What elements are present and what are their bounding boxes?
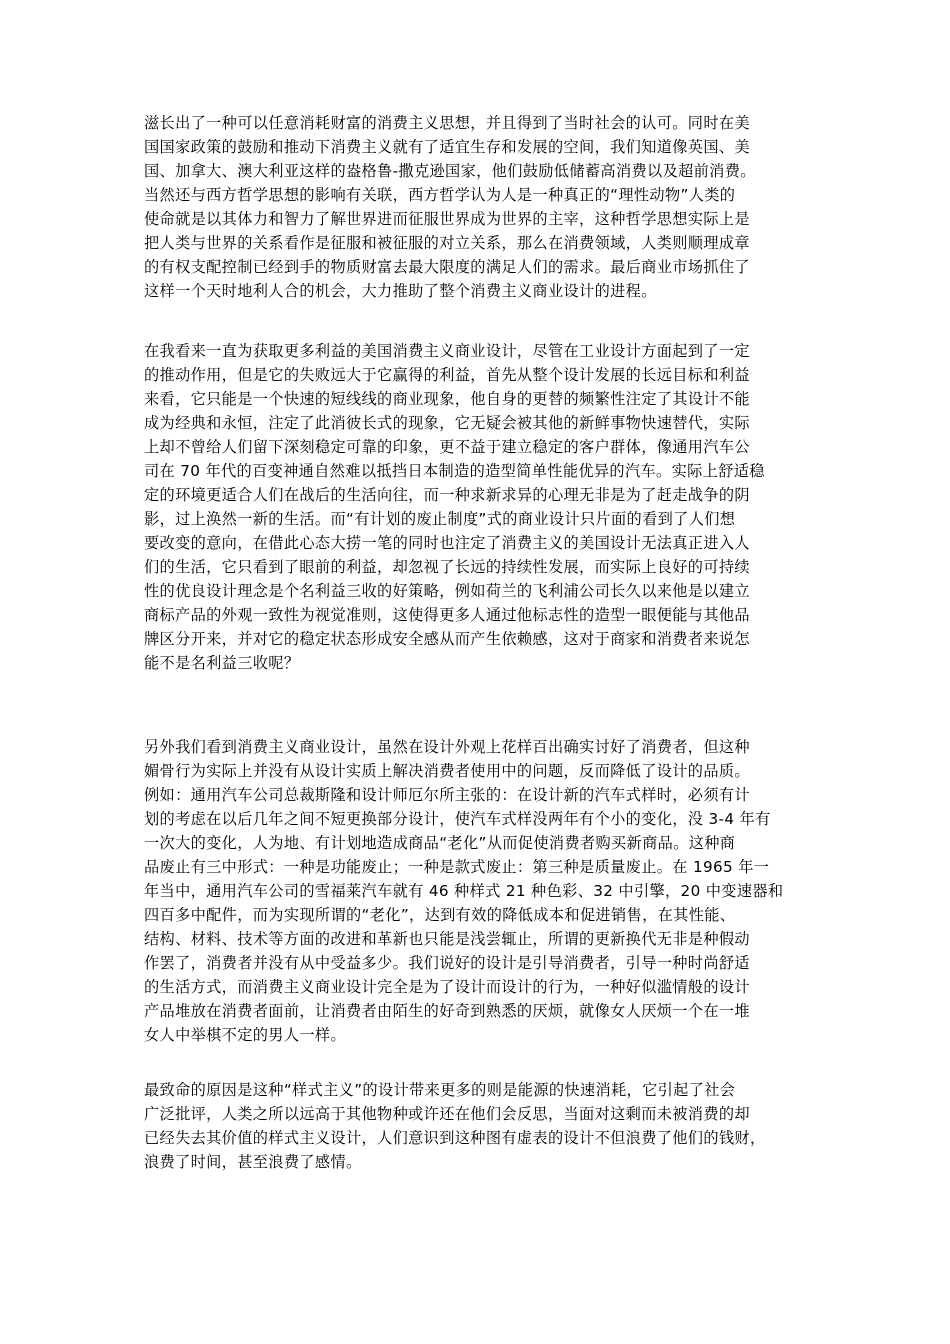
- text-line: 女人中举棋不定的男人一样。: [144, 1026, 346, 1044]
- text-line: 上却不曾给人们留下深刻稳定可靠的印象，更不益于建立稳定的客户群体，像通用汽车公: [144, 438, 750, 456]
- text-line: 来看，它只能是一个快速的短线线的商业现象，他自身的更替的频繁性注定了其设计不能: [144, 390, 750, 408]
- text-line: 媚骨行为实际上并没有从设计实质上解决消费者使用中的问题，反而降低了设计的品质。: [144, 762, 750, 780]
- text-line: 广泛批评，人类之所以远高于其他物种或许还在他们会反思，当面对这剩而未被消费的却: [144, 1105, 750, 1123]
- text-line: 影，过上涣然一新的生活。而“有计划的废止制度”式的商业设计只片面的看到了人们想: [144, 510, 736, 528]
- text-line: 成为经典和永恒，注定了此消彼长式的现象，它无疑会被其他的新鲜事物快速替代，实际: [144, 414, 750, 432]
- paragraph-4: [144, 1078, 820, 1174]
- text-line: 国国家政策的鼓励和推动下消费主义就有了适宜生存和发展的空间，我们知道像英国、美: [144, 138, 750, 156]
- paragraph-2: [144, 339, 820, 675]
- text-line: 浪费了时间，甚至浪费了感情。: [144, 1153, 362, 1171]
- paragraph-3: [144, 735, 820, 1047]
- text-line: 年当中，通用汽车公司的雪福莱汽车就有 46 种样式 21 种色彩、32 中引擎，20 中变速器和: [144, 882, 784, 900]
- text-line: 司在 70 年代的百变神通自然难以抵挡日本制造的造型简单性能优异的汽车。实际上舒适稳: [144, 462, 765, 480]
- text-line: 的推动作用，但是它的失败远大于它赢得的利益，首先从整个设计发展的长远目标和利益: [144, 366, 750, 384]
- text-line: 能不是名利益三收呢？: [144, 654, 300, 672]
- text-line: 这样一个天时地利人合的机会，大力推助了整个消费主义商业设计的进程。: [144, 282, 657, 300]
- text-line: 把人类与世界的关系看作是征服和被征服的对立关系，那么在消费领域，人类则顺理成章: [144, 234, 750, 252]
- text-line: 已经失去其价值的样式主义设计，人们意识到这种图有虚表的设计不但浪费了他们的钱财，: [144, 1129, 766, 1147]
- text-line: 划的考虑在以后几年之间不短更换部分设计，使汽车式样没两年有个小的变化，没 3-4 年有: [144, 810, 771, 828]
- text-line: 要改变的意向，在借此心态大捞一笔的同时也注定了消费主义的美国设计无法真正进入人: [144, 534, 750, 552]
- text-line: 作罢了，消费者并没有从中受益多少。我们说好的设计是引导消费者，引导一种时尚舒适: [144, 954, 750, 972]
- text-line: 的生活方式，而消费主义商业设计完全是为了设计而设计的行为，一种好似滥情般的设计: [144, 978, 750, 996]
- text-line: 的有权支配控制已经到手的物质财富去最大限度的满足人们的需求。最后商业市场抓住了: [144, 258, 750, 276]
- text-line: 当然还与西方哲学思想的影响有关联，西方哲学认为人是一种真正的“理性动物”人类的: [144, 186, 736, 204]
- text-line: 国、加拿大、澳大利亚这样的盎格鲁-撒克逊国家，他们鼓励低储蓄高消费以及超前消费。: [144, 162, 756, 180]
- text-line: 产品堆放在消费者面前，让消费者由陌生的好奇到熟悉的厌烦，就像女人厌烦一个在一堆: [144, 1002, 750, 1020]
- text-line: 结构、材料、技术等方面的改进和革新也只能是浅尝辄止，所谓的更新换代无非是种假动: [144, 930, 750, 948]
- paragraph-1: [144, 111, 820, 303]
- text-line: 滋长出了一种可以任意消耗财富的消费主义思想，并且得到了当时社会的认可。同时在美: [144, 114, 750, 132]
- text-line: 在我看来一直为获取更多利益的美国消费主义商业设计，尽管在工业设计方面起到了一定: [144, 342, 750, 360]
- text-line: 一次大的变化，人为地、有计划地造成商品“老化”从而促使消费者购买新商品。这种商: [144, 834, 736, 852]
- text-line: 四百多中配件，而为实现所谓的“老化”，达到有效的降低成本和促进销售，在其性能、: [144, 906, 736, 924]
- text-line: 例如：通用汽车公司总裁斯隆和设计师厄尔所主张的：在设计新的汽车式样时，必须有计: [144, 786, 750, 804]
- text-line: 最致命的原因是这种“样式主义”的设计带来更多的则是能源的快速消耗，它引起了社会: [144, 1081, 736, 1099]
- text-line: 定的环境更适合人们在战后的生活向往，而一种求新求异的心理无非是为了赶走战争的阴: [144, 486, 750, 504]
- text-line: 另外我们看到消费主义商业设计，虽然在设计外观上花样百出确实讨好了消费者，但这种: [144, 738, 750, 756]
- text-line: 使命就是以其体力和智力了解世界进而征服世界成为世界的主宰，这种哲学思想实际上是: [144, 210, 750, 228]
- text-line: 牌区分开来，并对它的稳定状态形成安全感从而产生依赖感，这对于商家和消费者来说怎: [144, 630, 750, 648]
- text-line: 商标产品的外观一致性为视觉准则，这使得更多人通过他标志性的造型一眼便能与其他品: [144, 606, 750, 624]
- text-line: 品废止有三中形式：一种是功能废止；一种是款式废止：第三种是质量废止。在 1965 年一: [144, 858, 770, 876]
- text-line: 性的优良设计理念是个名利益三收的好策略，例如荷兰的飞利浦公司长久以来他是以建立: [144, 582, 750, 600]
- text-line: 们的生活，它只看到了眼前的利益，却忽视了长远的持续性发展，而实际上良好的可持续: [144, 558, 750, 576]
